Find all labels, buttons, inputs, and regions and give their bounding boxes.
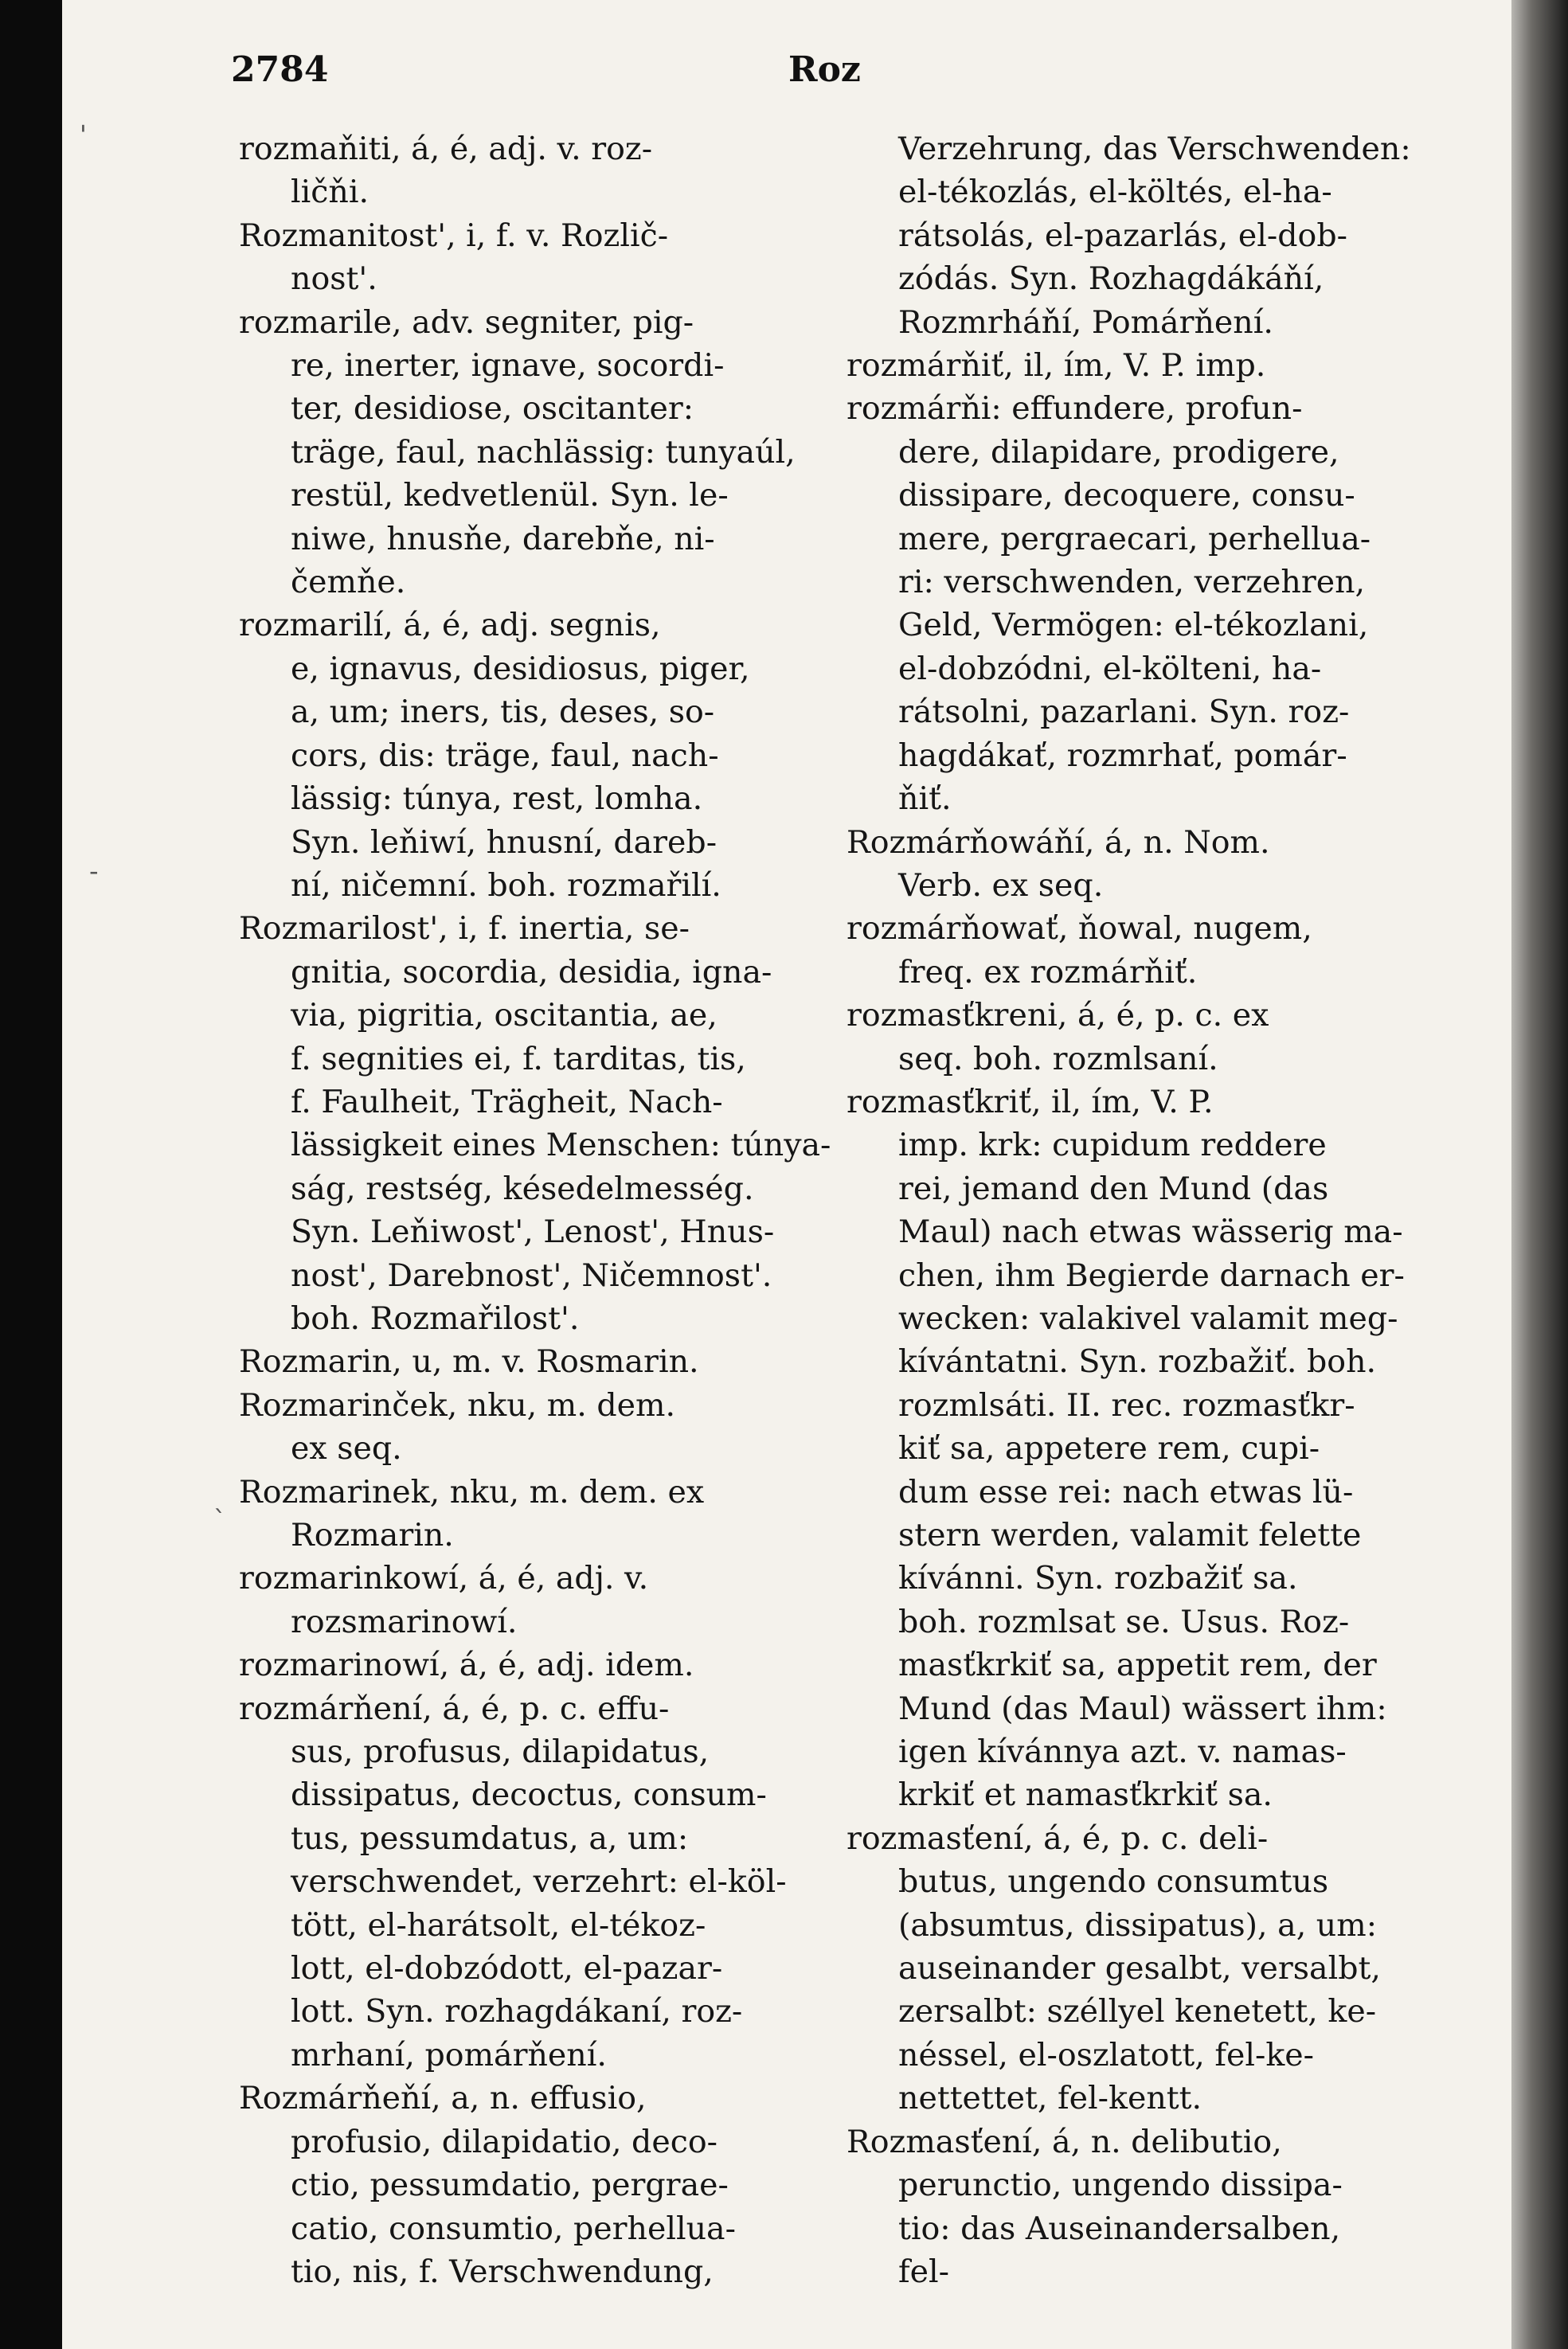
dictionary-entry: rozmárňiť, il, ím, V. P. imp. [847, 347, 1266, 385]
dictionary-entry: rozmarilí, á, é, adj. segnis, e, ignavus, desidiosus, piger, a, um; iners, tis, deses, so- cors, dis: träge, faul, nach- lässig: túnya, rest, lomha. Syn. leňiwí, hnusní, dareb- ní, ničemní. boh. rozmařilí. [239, 607, 750, 904]
page-edge-shadow [1511, 0, 1568, 2349]
dictionary-entry: Rozmarinek, nku, m. dem. ex Rozmarin. [239, 1473, 705, 1554]
dictionary-entry: Rozmanitost', i, f. v. Rozlič- nost'. [239, 217, 669, 298]
dictionary-entry: rozmasťkreni, á, é, p. c. ex seq. boh. rozmlsaní. [847, 997, 1269, 1077]
dictionary-entry: rozmarinkowí, á, é, adj. v. rozsmarinowí. [239, 1560, 649, 1640]
margin-speck: ' [80, 119, 87, 150]
page-number: 2784 [231, 49, 329, 90]
dictionary-entry: rozmárňi: effundere, profun- dere, dilapidare, prodigere, dissipare, decoquere, consu- mere, pergraecari, perhellua- ri: verschwenden, verzehren, Geld, Vermögen: el-tékozlani, el-dobzódni, el-költeni, ha- rátsolni, pazarlani. Syn. roz- hagdákať, rozmrhať, pomár- ňiť. [847, 390, 1371, 818]
margin-speck: - [89, 856, 99, 886]
left-column [239, 127, 832, 2293]
dictionary-entry: rozmárňení, á, é, p. c. effu- sus, profusus, dilapidatus, dissipatus, decoctus, consum- tus, pessumdatus, a, um: verschwendet, verzehrt: el-köl- tött, el-harátsolt, el-tékoz- lott, el-dobzódott, el-pazar- lott. Syn. rozhagdákaní, roz- mrhaní, pomárňení. [239, 1690, 787, 2073]
dictionary-entry: rozmarinowí, á, é, adj. idem. [239, 1647, 694, 1684]
page-header [231, 49, 1521, 97]
dictionary-entry: rozmasťkriť, il, ím, V. P. imp. krk: cupidum reddere rei, jemand den Mund (das Maul) nach etwas wässerig ma- chen, ihm Begierde darnach er- wecken: valakivel valamit meg- kívántatni. Syn. rozbažiť. boh. rozmlsáti. II. rec. rozmasťkr- kiť sa, appetere rem, cupi- dum esse rei: nach etwas lü- stern werden, valamit felette kívánni. Syn. rozbažiť sa. boh. rozmlsat se. Usus. Roz- masťkrkiť sa, appetit rem, der Mund (das Maul) wässert ihm: igen kívánnya azt. v. namas- krkiť et namasťkrkiť sa. [847, 1083, 1405, 1814]
dictionary-entry: Rozmárňeňí, a, n. effusio, profusio, dilapidatio, deco- ctio, pessumdatio, pergrae- catio, consumtio, perhellua- tio, nis, f. Verschwendung, [239, 2080, 736, 2290]
dictionary-entry: Rozmarilost', i, f. inertia, se- gnitia, socordia, desidia, igna- via, pigritia, oscitantia, ae, f. segnities ei, f. tarditas, tis, f. Faulheit, Trägheit, Nach- lässigkeit eines Menschen: túnya- ság, restség, késedelmesség. Syn. Leňiwost', Lenost', Hnus- nost', Darebnost', Ničemnost'. boh. Rozmařilost'. [239, 910, 831, 1337]
dictionary-entry: Rozmárňowáňí, á, n. Nom. Verb. ex seq. [847, 823, 1270, 904]
right-column [847, 127, 1440, 2293]
running-head: Roz [788, 49, 861, 90]
continued-entry-text: Verzehrung, das Verschwenden: el-tékozlás, el-költés, el-ha- rátsolás, el-pazarlás, el-dob- zódás. Syn. Rozhagdákáňí, Rozmrháňí, Pomárňení. [898, 131, 1411, 341]
dictionary-entry: Rozmarinček, nku, m. dem. ex seq. [239, 1386, 676, 1468]
dictionary-entry: rozmarile, adv. segniter, pig- re, inerter, ignave, socordi- ter, desidiose, oscitanter: träge, faul, nachlässig: tunyaúl, restül, kedvetlenül. Syn. le- niwe, hnusňe, darebňe, ni- čemňe. [239, 303, 796, 601]
dictionary-entry: rozmaňiti, á, é, adj. v. roz- ličňi. [239, 131, 653, 211]
margin-speck: ` [213, 1505, 226, 1535]
dictionary-entry: Rozmarin, u, m. v. Rosmarin. [239, 1343, 699, 1381]
dictionary-entry: Rozmasťení, á, n. delibutio, perunctio, ungendo dissipa- tio: das Auseinandersalben, fel- [847, 2123, 1343, 2290]
dictionary-entry: rozmasťení, á, é, p. c. deli- butus, ungendo consumtus (absumtus, dissipatus), a, um: auseinander gesalbt, versalbt, zersalbt: széllyel kenetett, ke- néssel, el-oszlatott, fel-ke- nettettet, fel-kentt. [847, 1819, 1381, 2117]
dictionary-entry: rozmárňowať, ňowal, nugem, freq. ex rozmárňiť. [847, 910, 1312, 991]
